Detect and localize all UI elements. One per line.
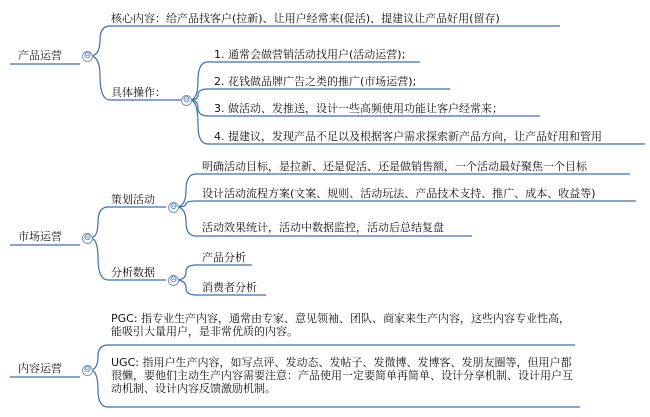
content-pgc[interactable]: PGC: 指专业生产内容，通常由专家、意见领袖、团队、商家来生产内容，这些内容专业性高，能吸引大量用户，是非常优质的内容。 — [111, 312, 571, 338]
connector-plan-2 — [176, 201, 636, 207]
collapse-product-icon[interactable]: ⊖ — [83, 51, 92, 61]
topic-market-operations[interactable]: 市场运营 — [18, 230, 62, 243]
plan-item-3[interactable]: 活动效果统计，活动中数据监控，活动后总结复盘 — [202, 221, 444, 234]
connector-analysis-1 — [176, 265, 252, 280]
content-ugc[interactable]: UGC: 指用户生产内容，如写点评、发动态、发帖子、发微博、发博客、发朋友圈等，但用户都很懒，要他们主动生产内容需要注意：产品使用一定要简单再简单、设计分享机制、设计用户互动机制、设计内容反馈激励机制。 — [111, 356, 573, 395]
topic-content-operations[interactable]: 内容运营 — [18, 362, 62, 375]
connector-market-plan — [90, 207, 166, 238]
connector-ops-2 — [190, 89, 450, 100]
analysis-item-2[interactable]: 消费者分析 — [202, 281, 257, 294]
analysis-item-1[interactable]: 产品分析 — [202, 251, 246, 264]
specific-op-3[interactable]: 3. 做活动、发推送，设计一些高频使用功能让客户经常来； — [214, 102, 503, 115]
product-core-content[interactable]: 核心内容：给产品找客户(拉新)、让用户经常来(促活)、提建议让产品好用(留存) — [111, 12, 500, 25]
collapse-market-icon[interactable]: ⊖ — [83, 233, 92, 243]
specific-op-1[interactable]: 1. 通常会做营销活动找用户(活动运营); — [214, 48, 406, 61]
collapse-specific-ops-icon[interactable]: ⊖ — [182, 95, 191, 105]
plan-item-1[interactable]: 明确活动目标，是拉新、还是促活、还是做销售额，一个活动最好聚焦一个目标 — [202, 160, 587, 173]
plan-item-2[interactable]: 设计活动流程方案(文案、规则、活动玩法、产品技术支持、推广、成本、收益等) — [202, 187, 596, 200]
collapse-plan-icon[interactable]: ⊖ — [169, 202, 178, 212]
collapse-content-icon[interactable]: ⊖ — [83, 365, 92, 375]
product-specific-ops[interactable]: 具体操作： — [111, 86, 166, 99]
market-plan-activities[interactable]: 策划活动 — [111, 193, 155, 206]
topic-product-operations[interactable]: 产品运营 — [18, 49, 62, 62]
market-analyze-data[interactable]: 分析数据 — [111, 266, 155, 279]
specific-op-4[interactable]: 4. 提建议，发现产品不足以及根据客户需求探索新产品方向，让产品好用和管用 — [214, 130, 602, 143]
specific-op-2[interactable]: 2. 花钱做品牌广告之类的推广(市场运营); — [214, 75, 417, 88]
collapse-analysis-icon[interactable]: ⊖ — [169, 275, 178, 285]
